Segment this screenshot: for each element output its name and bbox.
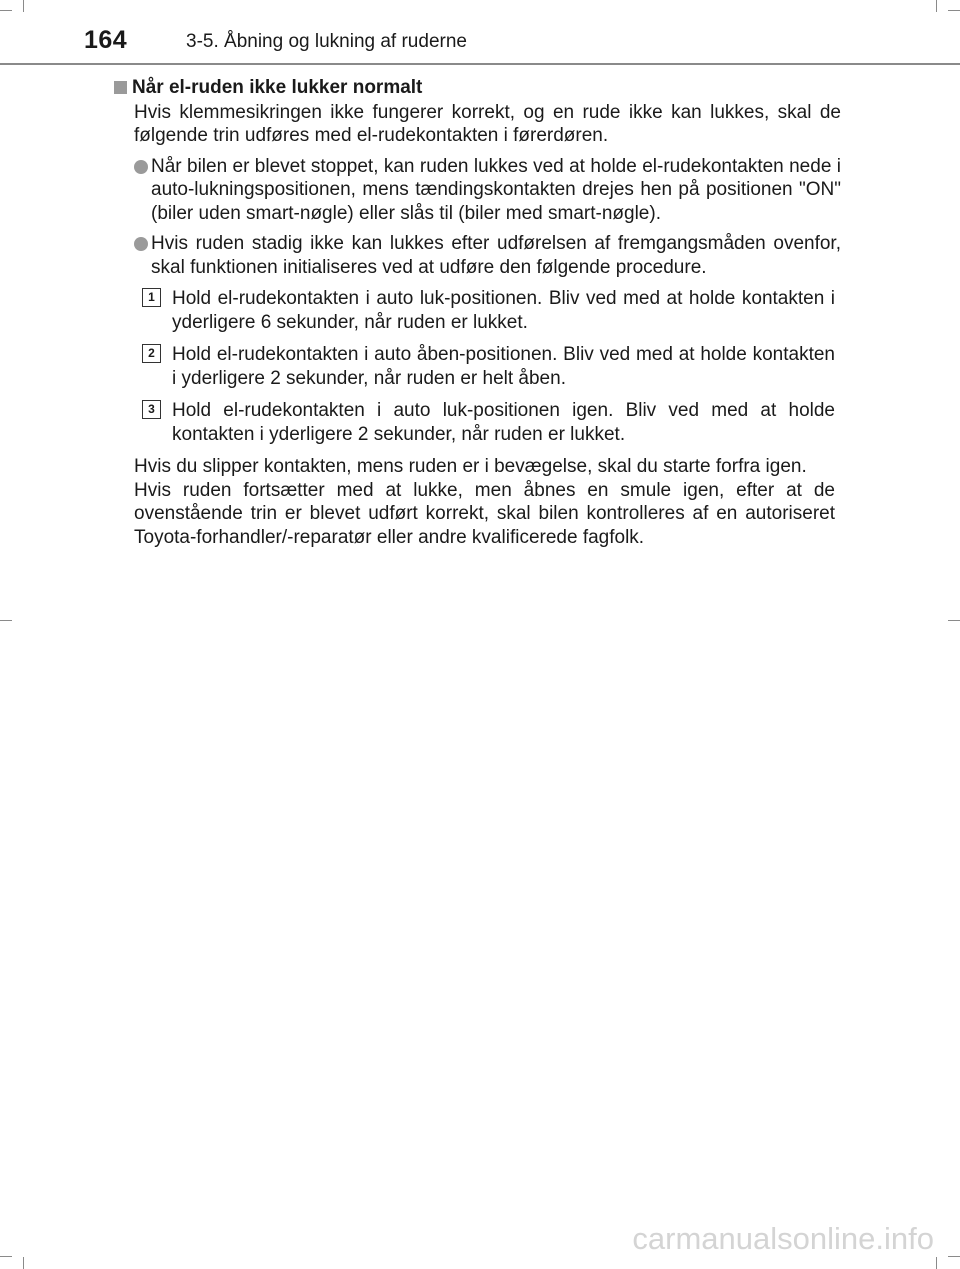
closing-text-2: Hvis ruden fortsætter med at lukke, men åbnes en smule igen, efter at de ovenstående trin er blevet udført korrekt, skal bilen kontrolleres af en autoriseret Toyota-forhandler/-reparatør eller andre kvalificerede fagfolk. <box>134 479 835 548</box>
step-item <box>148 287 835 334</box>
step-text: Hold el-rudekontakten i auto luk-positionen. Bliv ved med at holde kontakten i yderligere 6 sekunder, når ruden er lukket. <box>172 288 835 333</box>
step-text: Hold el-rudekontakten i auto åben-positionen. Bliv ved med at holde kontakten i yderligere 2 sekunder, når ruden er helt åben. <box>172 344 835 389</box>
page-content <box>114 76 841 549</box>
step-text: Hold el-rudekontakten i auto luk-positionen igen. Bliv ved med at holde kontakten i yderligere 2 sekunder, når ruden er lukket. <box>172 400 835 445</box>
crop-mark <box>948 620 960 621</box>
crop-mark <box>948 1256 960 1257</box>
section-title: 3-5. Åbning og lukning af ruderne <box>186 31 467 52</box>
square-bullet-icon <box>114 81 127 94</box>
header-rule <box>0 63 960 65</box>
page-number: 164 <box>84 26 128 54</box>
crop-mark <box>936 1257 937 1269</box>
circle-bullet-icon <box>134 160 148 174</box>
bullet-text: Når bilen er blevet stoppet, kan ruden lukkes ved at holde el-rudekontakten nede i auto-lukningspositionen, mens tændingskontakten drejes hen på positionen "ON" (biler uden smart-nøgle) eller slås til (biler med smart-nøgle). <box>151 155 841 224</box>
intro-paragraph: Hvis klemmesikringen ikke fungerer korrekt, og en rude ikke kan lukkes, skal de følgende trin udføres med el-rudekontakten i førerdøren. <box>134 101 841 146</box>
step-item <box>148 399 835 446</box>
step-number-badge: 2 <box>142 344 161 363</box>
circle-bullet-icon <box>134 237 148 251</box>
crop-mark <box>23 1257 24 1269</box>
section-heading-text: Når el-ruden ikke lukker normalt <box>132 77 423 98</box>
closing-paragraph <box>134 455 835 549</box>
crop-mark <box>0 620 12 621</box>
page-header <box>0 0 960 64</box>
step-number-badge: 1 <box>142 288 161 307</box>
crop-mark <box>0 1256 12 1257</box>
section-heading <box>114 76 841 100</box>
bullet-item <box>134 155 841 226</box>
step-item <box>148 343 835 390</box>
bullet-item <box>134 232 841 279</box>
watermark: carmanualsonline.info <box>632 1221 934 1256</box>
step-number-badge: 3 <box>142 400 161 419</box>
closing-text-1: Hvis du slipper kontakten, mens ruden er i bevægelse, skal du starte forfra igen. <box>134 456 807 477</box>
bullet-text: Hvis ruden stadig ikke kan lukkes efter udførelsen af fremgangsmåden ovenfor, skal funktionen initialiseres ved at udføre den følgende procedure. <box>151 233 841 278</box>
step-list <box>114 287 841 446</box>
